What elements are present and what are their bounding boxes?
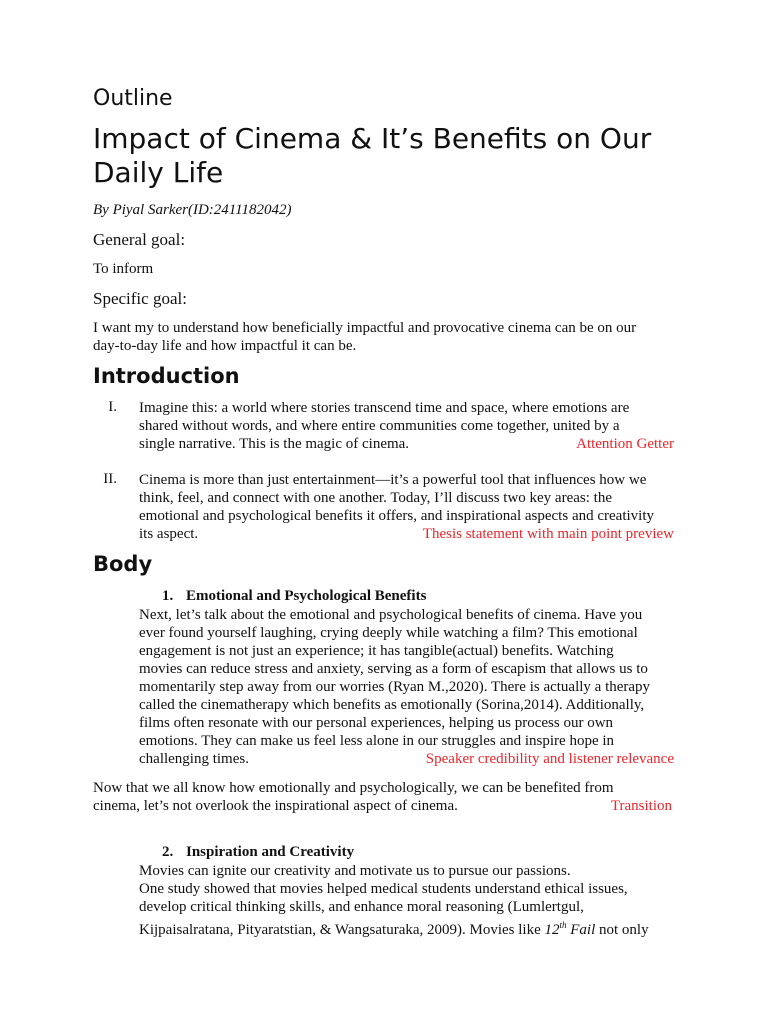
specific-goal-text (93, 319, 683, 355)
movie-title (545, 922, 596, 938)
document-title (93, 122, 693, 190)
intro-item-thesis (139, 471, 674, 543)
point-1-line: engagement is not just an experience; it has tangible(actual) benefits. Watching (139, 643, 614, 659)
point-1-line: ever found yourself laughing, crying deeply while watching a film? This emotional (139, 625, 638, 641)
point-2-body (139, 862, 674, 939)
movie-title-number: 12 (544, 922, 560, 938)
annotation-transition: Transition (610, 798, 672, 814)
title-line-1: Impact of Cinema & It’s Benefits on Our (93, 122, 652, 155)
intro-item-line: Cinema is more than just entertainment—it’s a powerful tool that influences how we (139, 472, 647, 488)
general-goal-text: To inform (93, 261, 154, 277)
annotation-thesis: Thesis statement with main point preview (422, 526, 674, 542)
point-1-line: films often resonate with our personal experiences, helping us process our own (139, 715, 614, 731)
intro-item-attention-getter (139, 399, 674, 453)
point-1-title: Emotional and Psychological Benefits (186, 588, 427, 604)
title-line-2: Daily Life (93, 156, 224, 189)
point-1-line: emotions. They can make us feel less alone in our struggles and inspire hope in (139, 733, 615, 749)
point-2-line: Movies can ignite our creativity and motivate us to pursue our passions. (139, 863, 571, 879)
intro-item-line: Imagine this: a world where stories transcend time and space, where emotions are (139, 400, 630, 416)
author-byline: By Piyal Sarker(ID:2411182042) (93, 202, 292, 218)
point-2-line: One study showed that movies helped medical students understand ethical issues, (139, 881, 628, 897)
point-2-title: Inspiration and Creativity (186, 844, 355, 860)
point-2-line-text: not only (595, 922, 649, 938)
specific-goal-line-2: day-to-day life and how impactful it can be. (93, 338, 357, 354)
movie-title-suffix: th (559, 920, 567, 930)
annotation-attention-getter: Attention Getter (576, 436, 674, 452)
point-1-line: movies can reduce stress and anxiety, serving as a form of escapism that allows us to (139, 661, 648, 677)
point-2-line: develop critical thinking skills, and enhance moral reasoning (Lumlertgul, (139, 899, 584, 915)
point-1-line: Next, let’s talk about the emotional and psychological benefits of cinema. Have you (139, 607, 643, 623)
transition-paragraph (93, 779, 672, 815)
intro-item-line: shared without words, and where entire communities come together, united by a (139, 418, 620, 434)
annotation-credibility-relevance: Speaker credibility and listener relevance (425, 751, 674, 767)
intro-item-line: single narrative. This is the magic of cinema. (139, 436, 410, 452)
movie-title-word: Fail (566, 922, 596, 938)
point-1-line: called the cinematherapy which benefits as emotionally (Sorina,2014). Additionally, (139, 697, 645, 713)
intro-item-line: emotional and psychological benefits it offers, and inspirational aspects and creativity (139, 508, 654, 524)
outline-label: Outline (93, 86, 173, 111)
intro-item-line: its aspect. (139, 526, 199, 542)
intro-item-line: think, feel, and connect with one another. Today, I’ll discuss two key areas: the (139, 490, 612, 506)
intro-item-number: II. (103, 471, 117, 487)
transition-line: Now that we all know how emotionally and psychologically, we can be benefited from (93, 780, 614, 796)
intro-item-number: I. (108, 399, 117, 415)
point-1-body (139, 606, 674, 768)
transition-line: cinema, let’s not overlook the inspirational aspect of cinema. (93, 798, 458, 814)
point-2-line (139, 916, 674, 939)
point-2-number: 2. (162, 844, 174, 860)
point-1-number: 1. (162, 588, 174, 604)
introduction-heading: Introduction (93, 364, 240, 388)
point-1-line: challenging times. (139, 751, 249, 767)
point-2-line-text: Kijpaisalratana, Pityaratstian, & Wangsaturaka, 2009). Movies like (139, 922, 545, 938)
point-1-line: momentarily step away from our worries (Ryan M.,2020). There is actually a therapy (139, 679, 651, 695)
general-goal-label: General goal: (93, 230, 186, 249)
specific-goal-line-1: I want my to understand how beneficially impactful and provocative cinema can be on our (93, 320, 637, 336)
specific-goal-label: Specific goal: (93, 289, 187, 308)
body-heading: Body (93, 552, 153, 576)
